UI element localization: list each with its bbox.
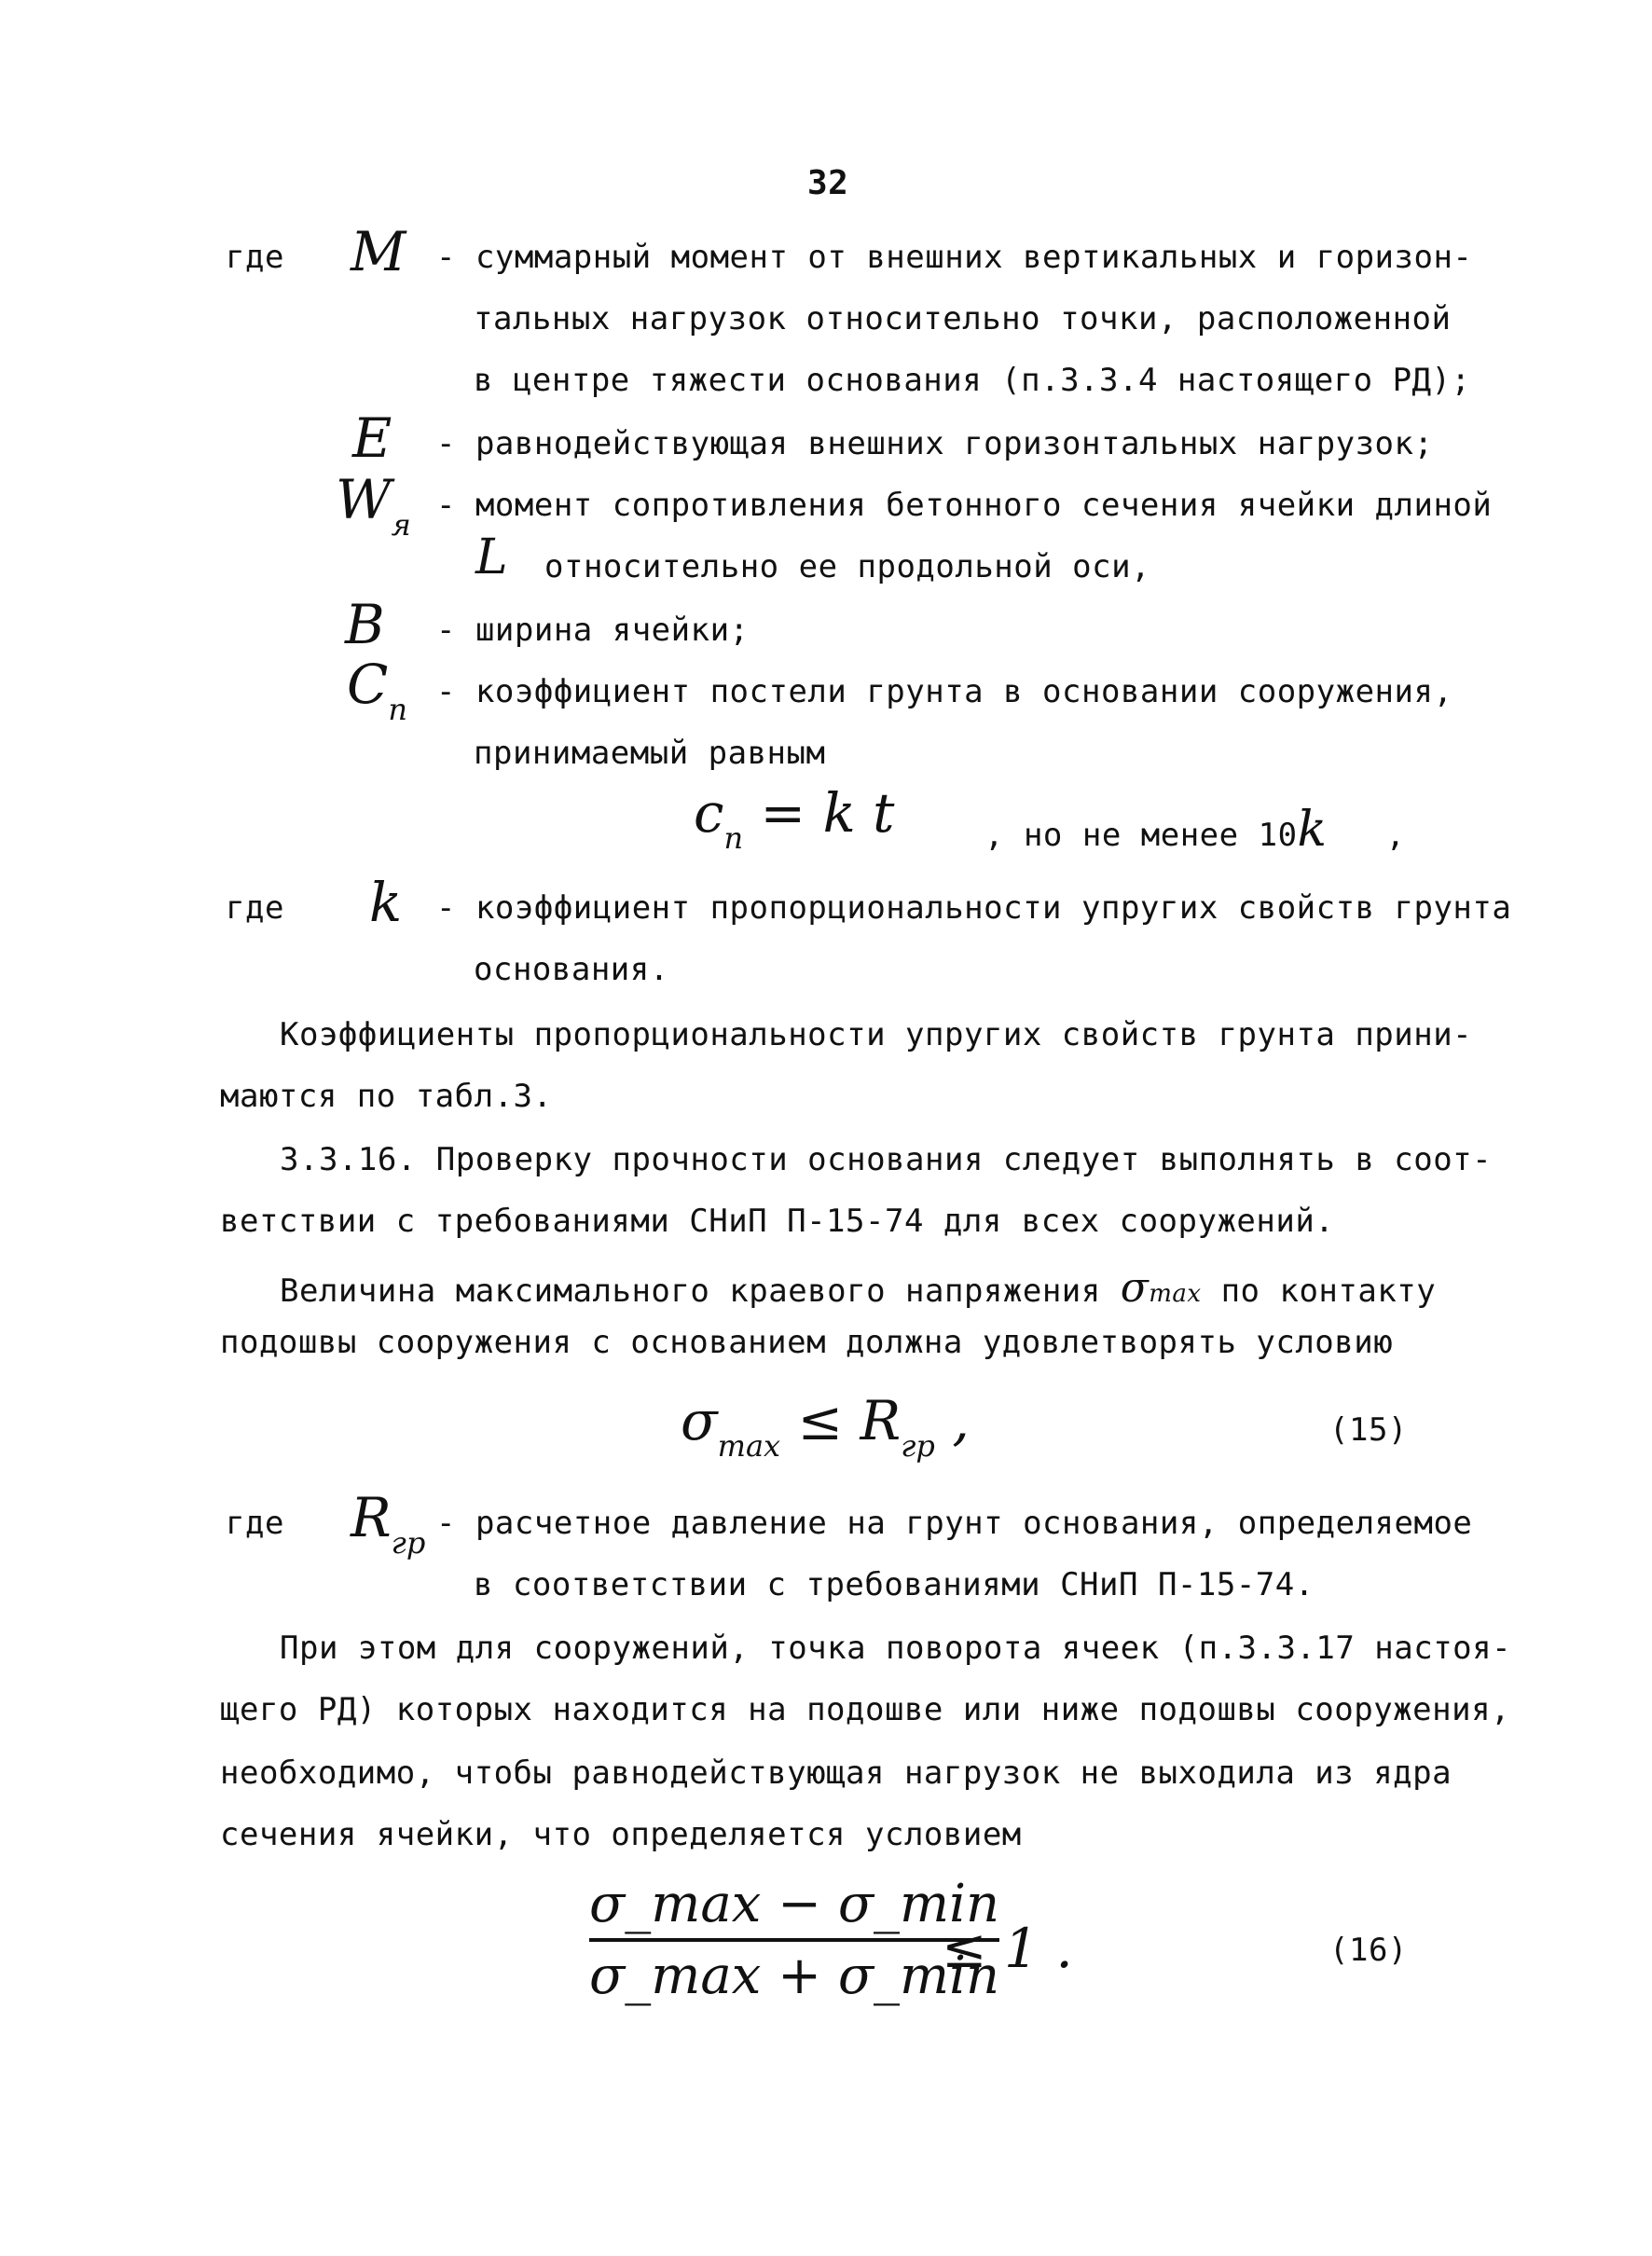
where-label: где <box>226 239 284 276</box>
def-W-line1: - момент сопротивления бетонного сечения ячейки длиной <box>436 487 1493 524</box>
para1-line2: маются по табл.3. <box>220 1078 553 1115</box>
para4-line3: необходимо, чтобы равнодействующая нагрузок не выходила из ядра <box>220 1754 1452 1792</box>
def-Cn-line2: принимаемый равным <box>474 735 826 772</box>
symbol-W: $W_я$ <box>336 468 411 543</box>
para2-line1: 3.3.16. Проверку прочности основания следует выполнять в соот- <box>280 1141 1493 1178</box>
formula-15: $\sigma_{max} \le R_{гр}$ , <box>681 1389 970 1464</box>
def-k-line2: основания. <box>474 951 669 988</box>
symbol-Cn: $C_п$ <box>347 653 407 727</box>
symbol-E: E <box>352 406 392 470</box>
def-M-line2: тальных нагрузок относительно точки, расположенной <box>474 300 1452 337</box>
formula-cn-tail: , но не менее 10k , <box>984 802 1406 858</box>
formula-16-numerator: σ_max − σ_min <box>589 1874 1000 1934</box>
para2-line2: ветствии с требованиями СНиП П-15-74 для всех сооружений. <box>220 1203 1335 1240</box>
para4-line4: сечения ячейки, что определяется условием <box>220 1816 1022 1853</box>
def-M-line3: в центре тяжести основания (п.3.3.4 настоящего РД); <box>474 362 1471 399</box>
formula-16-number: (16) <box>1329 1932 1408 1969</box>
symbol-B: B <box>345 593 385 656</box>
def-M-line1: - суммарный момент от внешних вертикальных и горизон- <box>436 239 1473 276</box>
def-B-line: - ширина ячейки; <box>436 612 750 649</box>
formula-16-denominator: σ_max + σ_min <box>589 1946 1000 2006</box>
def-W-line2: относительно ее продольной оси, <box>544 548 1151 585</box>
formula-15-number: (15) <box>1329 1411 1408 1449</box>
where-label-k: где <box>226 889 284 927</box>
symbol-Rgr: $R_{гр}$ <box>351 1486 426 1561</box>
para3-line2: подошвы сооружения с основанием должна удовлетворять условию <box>220 1324 1394 1361</box>
formula-16-op: ≤ 1 . <box>942 1917 1073 1980</box>
para1-line1: Коэффициенты пропорциональности упругих свойств грунта прини- <box>280 1016 1473 1053</box>
page-number: 32 <box>807 164 849 202</box>
para3-line1: Величина максимального краевого напряжения σmax по контакту <box>280 1264 1437 1312</box>
def-Cn-line1: - коэффициент постели грунта в основании сооружения, <box>436 673 1453 710</box>
para4-line2: щего РД) которых находится на подошве или ниже подошвы сооружения, <box>220 1691 1511 1728</box>
formula-16-fraction <box>589 1874 999 2006</box>
fraction-bar <box>589 1938 999 1942</box>
para4-line1: При этом для сооружений, точка поворота ячеек (п.3.3.17 настоя- <box>280 1630 1512 1667</box>
symbol-k: k <box>369 871 403 934</box>
where-label-r: где <box>226 1505 284 1542</box>
def-r-line2: в соответствии с требованиями СНиП П-15-74. <box>474 1566 1315 1603</box>
formula-cn: $c_п = k$ t <box>694 781 895 856</box>
def-k-line1: - коэффициент пропорциональности упругих свойств грунта <box>436 889 1512 927</box>
def-E-line: - равнодействующая внешних горизонтальных нагрузок; <box>436 425 1434 462</box>
symbol-L: L <box>475 530 508 585</box>
symbol-M: M <box>351 220 406 283</box>
def-r-line1: - расчетное давление на грунт основания, определяемое <box>436 1505 1473 1542</box>
